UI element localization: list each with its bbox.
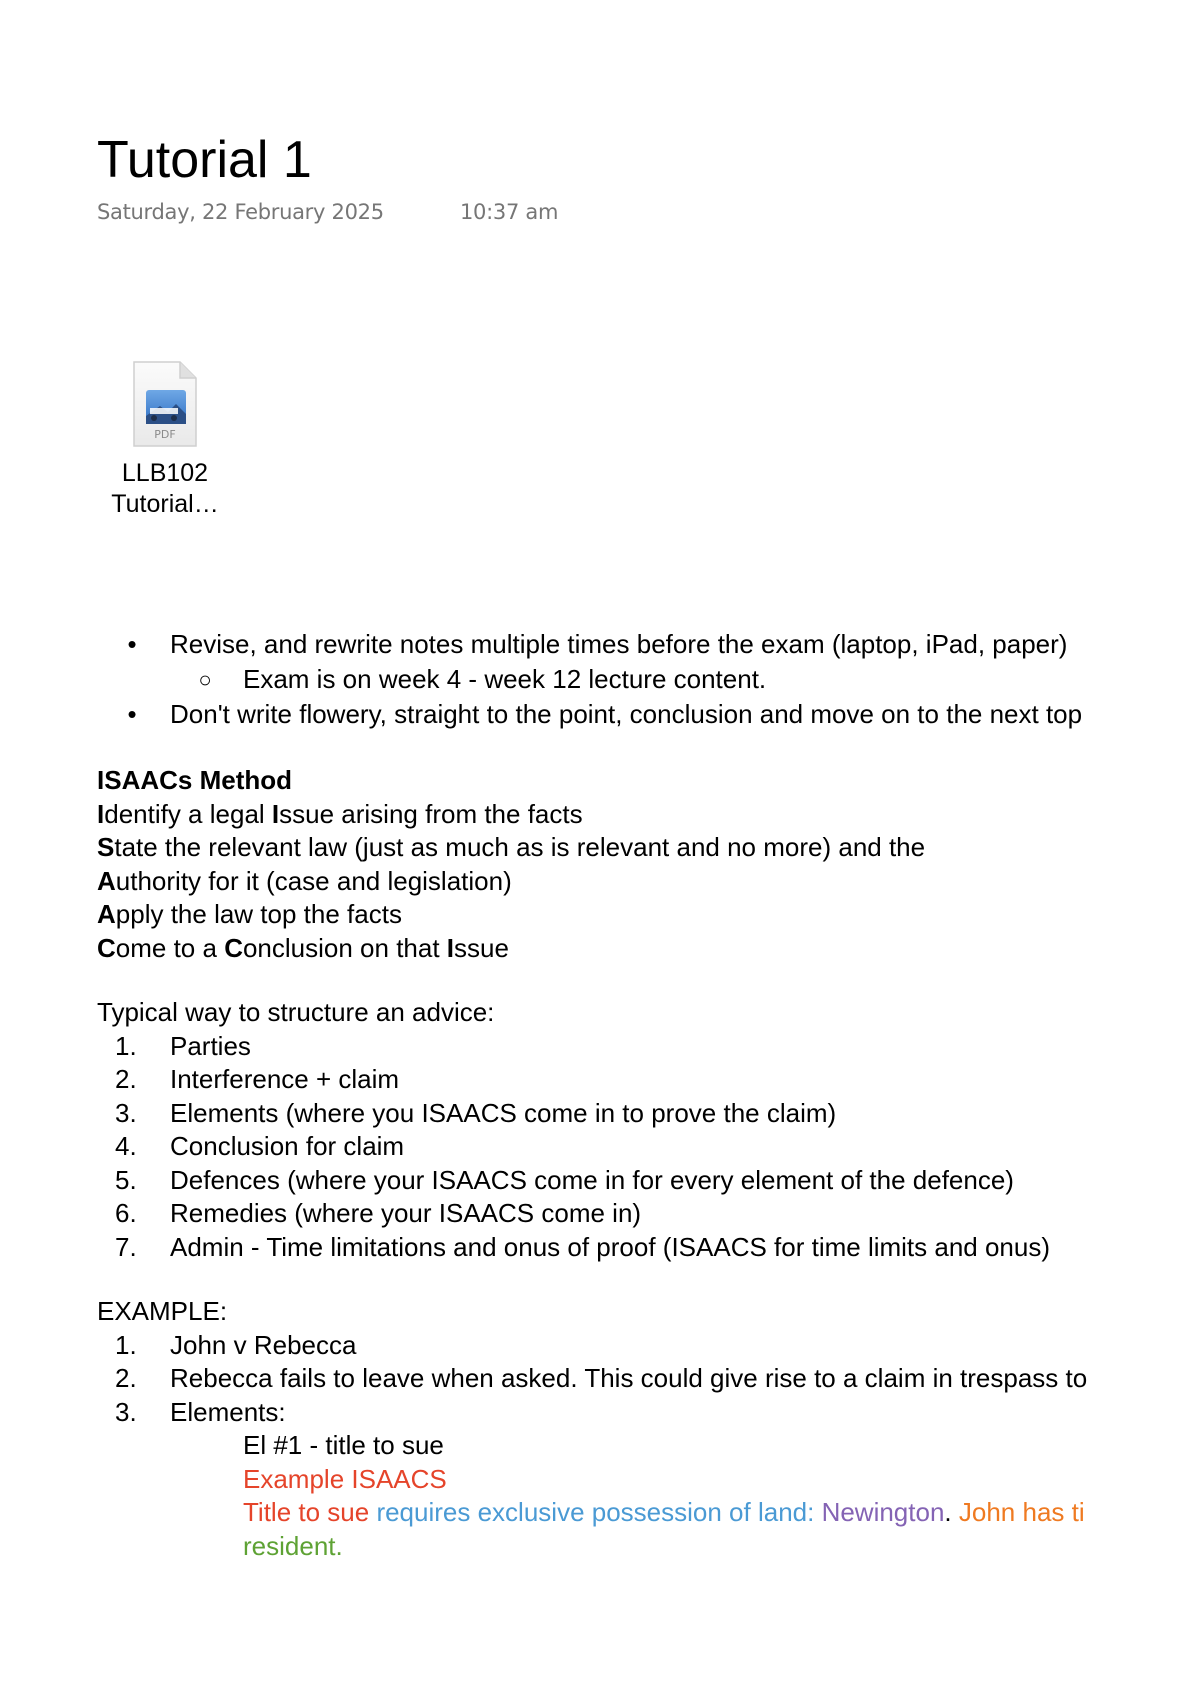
issue-segment: Title to sue — [243, 1497, 377, 1527]
isaacs-heading: ISAACs Method — [97, 765, 292, 795]
list-item: 2. Rebecca fails to leave when asked. This could give rise to a claim in trespass to — [115, 1363, 1088, 1393]
structure-intro: Typical way to structure an advice: — [97, 997, 495, 1027]
element-heading: El #1 - title to sue — [243, 1430, 444, 1460]
note-body — [97, 628, 1200, 1563]
attachment-name-line1: LLB102 — [121, 459, 209, 487]
isaacs-example-label: Example ISAACS — [243, 1463, 447, 1494]
isaacs-line: Come to a Conclusion on that Issue — [97, 932, 509, 963]
application-segment: John has ti — [958, 1497, 1085, 1527]
isaacs-line: State the relevant law (just as much as is relevant and no more) and the — [97, 832, 926, 862]
bullet-icon: • — [127, 699, 137, 729]
list-item — [97, 663, 1200, 698]
list-item: 1. Parties — [115, 1030, 251, 1061]
law-segment: requires exclusive possession of land: — [376, 1497, 822, 1527]
page-title: Tutorial 1 — [97, 131, 312, 189]
note-time: 10:37 am — [460, 200, 559, 224]
list-item: 7. Admin - Time limitations and onus of proof (ISAACS for time limits and onus) — [115, 1231, 1051, 1262]
bullet-text: Revise, and rewrite notes multiple times before the exam (laptop, iPad, paper) — [170, 629, 1068, 659]
isaacs-example-text: Title to sue requires exclusive possession of land: Newington. John has ti — [243, 1497, 1085, 1527]
bullet-icon: • — [127, 629, 137, 659]
bullet-text: Don't write flowery, straight to the point, conclusion and move on to the next top — [170, 699, 1083, 729]
list-item: 2. Interference + claim — [115, 1064, 400, 1094]
list-item: 1. John v Rebecca — [115, 1329, 357, 1360]
pdf-attachment[interactable] — [100, 360, 230, 520]
list-item: 3. Elements: — [115, 1396, 286, 1427]
list-item: 3. Elements (where you ISAACS come in to prove the claim) — [115, 1097, 837, 1128]
pdf-badge: PDF — [154, 428, 176, 441]
list-item: 5. Defences (where your ISAACS come in for every element of the defence) — [115, 1164, 1014, 1195]
list-item: 4. Conclusion for claim — [115, 1131, 405, 1161]
hollow-bullet-icon: ○ — [198, 667, 212, 692]
attachment-name-line2: Tutorial… — [111, 490, 219, 518]
pdf-file-icon — [130, 360, 200, 450]
list-item: 6. Remedies (where your ISAACS come in) — [115, 1198, 642, 1228]
conclusion-segment: resident. — [243, 1530, 343, 1561]
isaacs-line: Authority for it (case and legislation) — [97, 865, 512, 896]
example-heading: EXAMPLE: — [97, 1296, 228, 1326]
isaacs-line: Apply the law top the facts — [97, 899, 402, 929]
isaacs-line: Identify a legal Issue arising from the facts — [97, 798, 583, 829]
list-item — [97, 628, 1200, 663]
note-date: Saturday, 22 February 2025 — [97, 200, 384, 224]
bullet-text: Exam is on week 4 - week 12 lecture content. — [243, 664, 767, 694]
list-item — [97, 698, 1200, 733]
authority-segment: Newington — [821, 1497, 945, 1527]
